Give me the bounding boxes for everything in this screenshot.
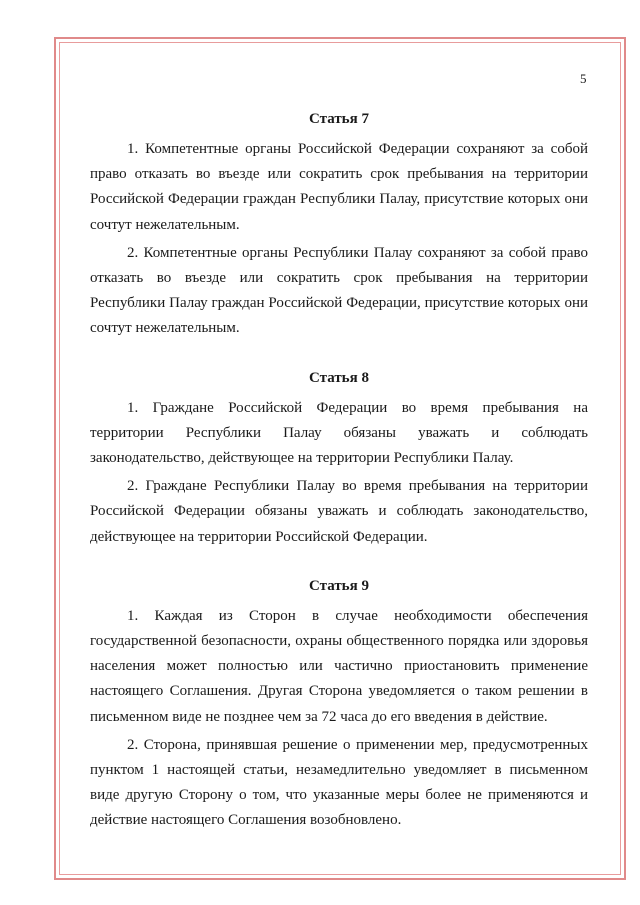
page-number: 5: [580, 71, 587, 86]
article-7: [90, 110, 588, 342]
document-body: [90, 110, 588, 837]
article-8: [90, 369, 588, 550]
article-title: Статья 7: [309, 111, 369, 127]
article-paragraph: 1. Компетентные органы Российской Федерации сохраняют за собой право отказать во въезде или сократить срок пребывания на территории Российской Федерации граждан Республики Палау, присутствие которых они сочтут нежелательным.: [90, 141, 588, 233]
article-title: Статья 8: [309, 369, 369, 386]
article-9: [90, 577, 588, 834]
article-title: Статья 9: [309, 577, 369, 594]
article-paragraph: 1. Граждане Российской Федерации во время пребывания на территории Республики Палау обязаны уважать и соблюдать законодательство, действующее на территории Республики Палау.: [90, 399, 588, 467]
article-paragraph: 1. Каждая из Сторон в случае необходимости обеспечения государственной безопасности, охраны общественного порядка или здоровья населения может полностью или частично приостановить применение настоящего Соглашения. Другая Сторона уведомляется о таком решении в письменном виде не позднее чем за 72 часа до его введения в действие.: [90, 607, 588, 725]
article-paragraph: 2. Компетентные органы Республики Палау сохраняют за собой право отказать во въезде или сократить срок пребывания на территории Республики Палау граждан Российской Федерации, присутствие которых они сочтут нежелательным.: [90, 244, 588, 337]
article-paragraph: 2. Сторона, принявшая решение о применении мер, предусмотренных пунктом 1 настоящей статьи, незамедлительно уведомляет в письменном виде другую Сторону о том, что указанные меры более не применяются и действие настоящего Соглашения возобновлено.: [90, 736, 588, 829]
article-paragraph: 2. Граждане Республики Палау во время пребывания на территории Российской Федерации обязаны уважать и соблюдать законодательство, действующее на территории Российской Федерации.: [90, 478, 588, 545]
